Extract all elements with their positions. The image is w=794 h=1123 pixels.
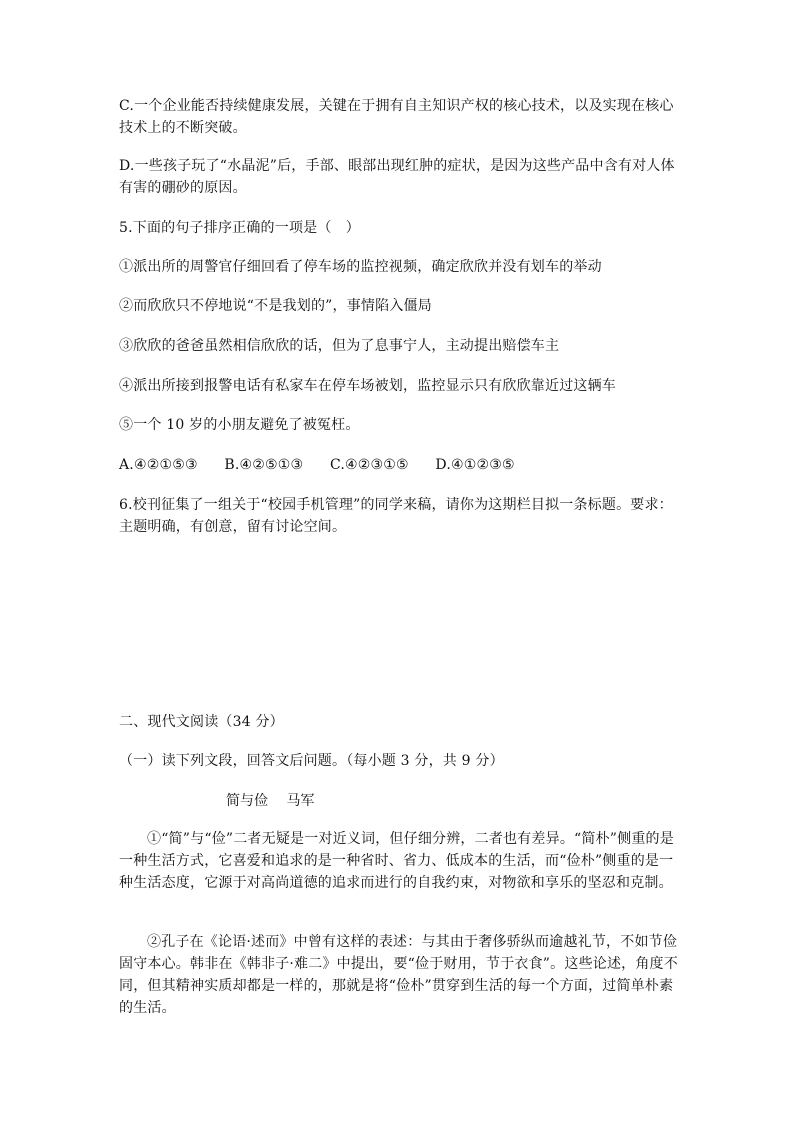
q5-option-c: C.④②③①⑤ xyxy=(329,457,409,473)
q5-sentence-5: ⑤一个 10 岁的小朋友避免了被冤枉。 xyxy=(119,417,360,433)
q5-sentence-2: ②而欣欣只不停地说“不是我划的”，事情陷入僵局 xyxy=(119,298,432,314)
article-title: 简与俭 xyxy=(226,793,268,809)
section2-heading: 二、现代文阅读（34 分） xyxy=(119,714,284,730)
q5-sentence-4: ④派出所接到报警电话有私家车在停车场被划，监控显示只有欣欣靠近过这辆车 xyxy=(119,378,616,394)
q4-option-d: D.一些孩子玩了“水晶泥”后，手部、眼部出现红肿的症状，是因为这些产品中含有对人体有害的硼砂的原因。 xyxy=(119,158,675,196)
q5-stem: 5.下面的句子排序正确的一项是（ ） xyxy=(119,220,360,236)
section2-subheading: （一）读下列文段，回答文后问题。（每小题 3 分，共 9 分） xyxy=(119,753,504,769)
q5-option-b: B.④②⑤①③ xyxy=(224,457,304,473)
q4-option-c: C.一个企业能否持续健康发展，关键在于拥有自主知识产权的核心技术，以及实现在核心技术上的不断突破。 xyxy=(119,98,674,136)
q5-option-a: A.④②①⑤③ xyxy=(119,457,198,473)
q5-sentence-3: ③欣欣的爸爸虽然相信欣欣的话，但为了息事宁人，主动提出赔偿车主 xyxy=(119,338,560,354)
q5-option-d: D.④①②③⑤ xyxy=(435,457,515,473)
article-author: 马军 xyxy=(286,793,315,809)
article-paragraph-2: ②孔子在《论语·述而》中曾有这样的表述：与其由于奢侈骄纵而逾越礼节，不如节俭固守本心。韩非在《韩非子·难二》中提出，要“俭于财用，节于衣食”。这些论述，角度不同，但其精神实质却都是一样的，那就是将“俭朴”贯穿到生活的每一个方面，过简单朴素的生活。 xyxy=(119,934,678,1016)
q5-options xyxy=(119,454,679,476)
article-title-line xyxy=(226,790,314,812)
article-paragraph-1: ①“简”与“俭”二者无疑是一对近义词，但仔细分辨，二者也有差异。“简朴”侧重的是一种生活方式，它喜爱和追求的是一种省时、省力、低成本的生活，而“俭朴”侧重的是一种生活态度，它源于对高尚道德的追求而进行的自我约束，对物欲和享乐的坚忍和克制。 xyxy=(119,831,674,891)
q6-prompt: 6.校刊征集了一组关于“校园手机管理”的同学来稿，请你为这期栏目拟一条标题。要求：主题明确，有创意，留有讨论空间。 xyxy=(119,497,673,535)
q5-sentence-1: ①派出所的周警官仔细回看了停车场的监控视频，确定欣欣并没有划车的举动 xyxy=(119,259,602,275)
